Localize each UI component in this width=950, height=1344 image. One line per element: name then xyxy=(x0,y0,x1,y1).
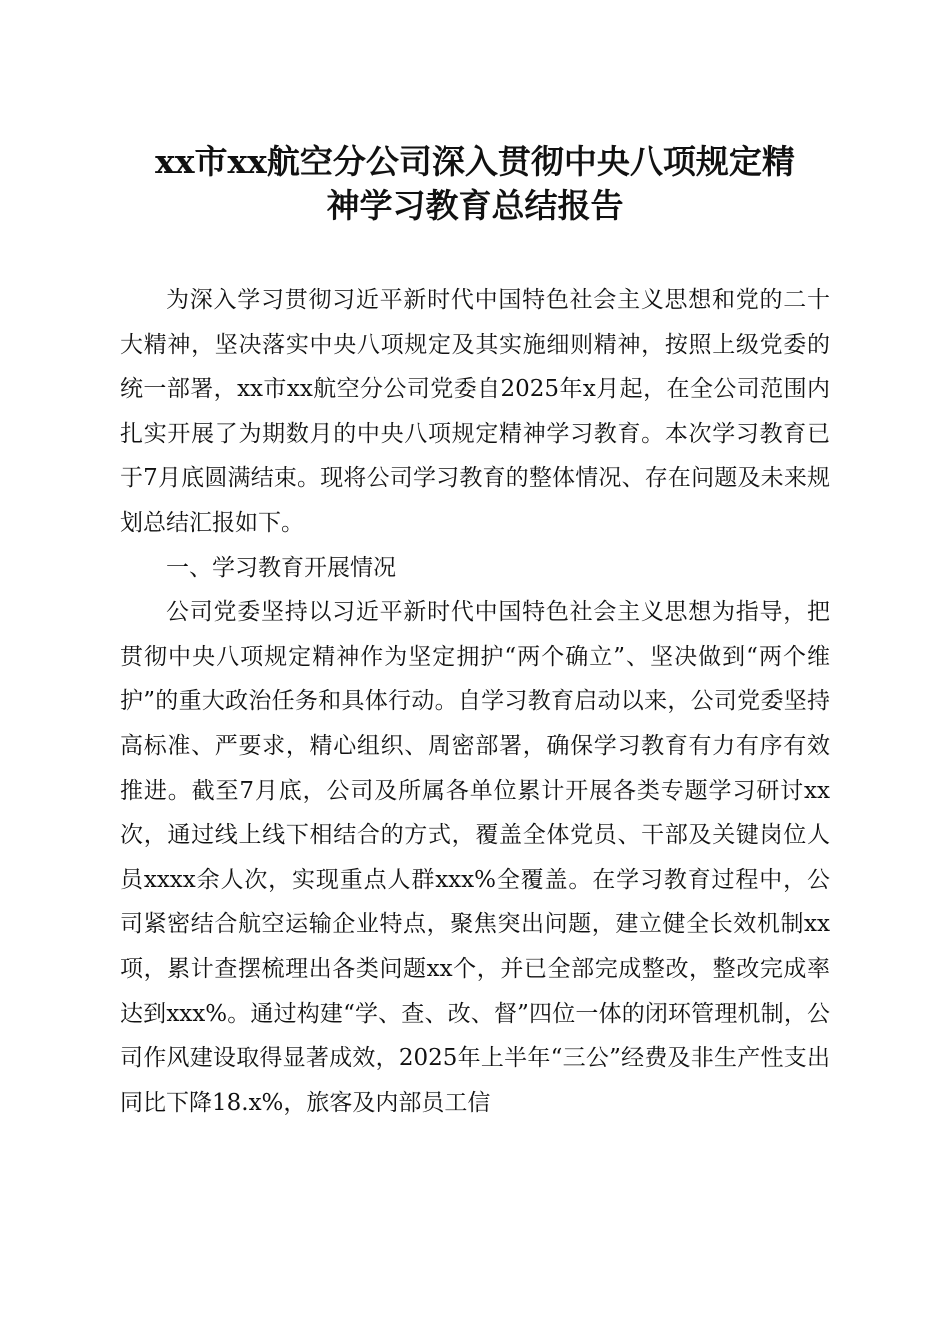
section-1-paragraph: 公司党委坚持以习近平新时代中国特色社会主义思想为指导，把贯彻中央八项规定精神作为坚定拥护“两个确立”、坚决做到“两个维护”的重大政治任务和具体行动。自学习教育启动以来，公司党委坚持高标准、严要求，精心组织、周密部署，确保学习教育有力有序有效推进。截至7月底，公司及所属各单位累计开展各类专题学习研讨xx次，通过线上线下相结合的方式，覆盖全体党员、干部及关键岗位人员xxxx余人次，实现重点人群xxx%全覆盖。在学习教育过程中，公司紧密结合航空运输企业特点，聚焦突出问题，建立健全长效机制xx项，累计查摆梳理出各类问题xx个，并已全部完成整改，整改完成率达到xxx%。通过构建“学、查、改、督”四位一体的闭环管理机制，公司作风建设取得显著成效，2025年上半年“三公”经费及非生产性支出同比下降18.x%，旅客及内部员工信 xyxy=(120,599,830,1116)
title-line-1: xx市xx航空分公司深入贯彻中央八项规定精 xyxy=(155,142,795,181)
document-body xyxy=(120,278,830,1125)
document-title xyxy=(110,140,840,228)
section-1-heading: 一、学习教育开展情况 xyxy=(166,554,396,581)
intro-paragraph: 为深入学习贯彻习近平新时代中国特色社会主义思想和党的二十大精神，坚决落实中央八项规定及其实施细则精神，按照上级党委的统一部署，xx市xx航空分公司党委自2025年x月起，在全公司范围内扎实开展了为期数月的中央八项规定精神学习教育。本次学习教育已于7月底圆满结束。现将公司学习教育的整体情况、存在问题及未来规划总结汇报如下。 xyxy=(120,287,830,536)
title-line-2: 神学习教育总结报告 xyxy=(326,186,624,225)
